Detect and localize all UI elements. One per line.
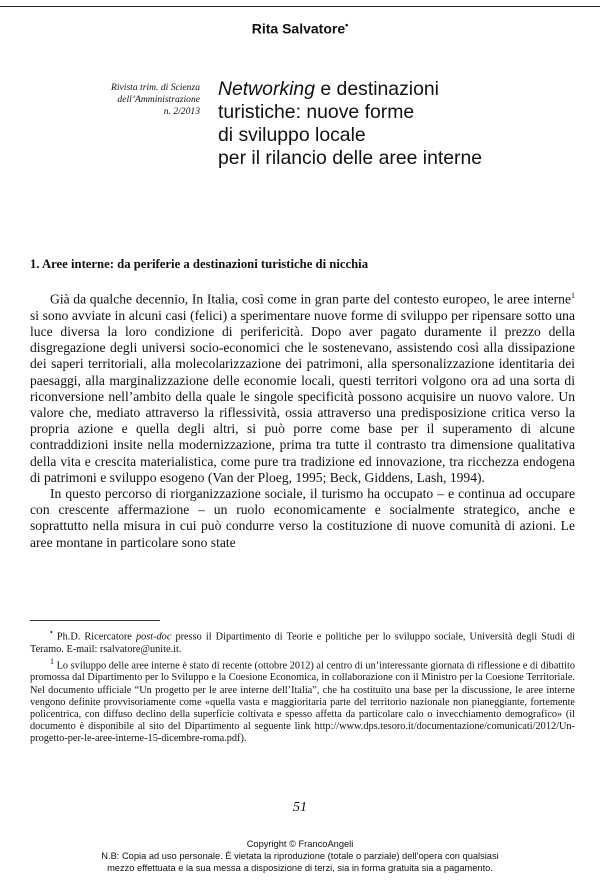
journal-citation: Rivista trim. di Scienza dell’Amministrazione n. 2/2013 (111, 82, 200, 117)
notice-line-2: mezzo effettuata e la sua messa a disposizione di terzi, sia in forma gratuita sia a pagamento. (107, 863, 493, 873)
footnote-author-text-start: Ph.D. Ricercatore (52, 631, 136, 643)
footnote-author (30, 627, 575, 656)
author-footnote-mark: • (345, 20, 349, 30)
paragraph-1-rest: si sono avviate in alcuni casi (felici) a sperimentare nuove forme di sviluppo per ripensare sotto una luce diversa la loro condizione di perifericità. Dopo aver pagato duramente il prezzo della disgregazione degli universi socio-economici che le sostenevano, assistendo così alla dissipazione dei saperi territoriali, alla molecolarizzazione dei patrimoni, alla spersonalizzazione identitaria dei paesaggi, alla marginalizzazione delle economie locali, questi territori volgono ora ad una sorta di riconversione nell’ambito della quale le singole specificità possono acquisire un nuovo valore. Un valore che, mediato attraverso la riflessività, ossia attraverso una predisposizione critica verso la propria azione e quella degli altri, si può porre come base per il superamento di alcune contraddizioni insite nella modernizzazione, prima tra tutte il contrasto tra dimensione qualitativa della vita e crescita materialistica, come pure tra tradizione ed innovazione, tra ricchezza endogena di patrimoni e sviluppo esogeno (Van der Ploeg, 1995; Beck, Giddens, Lash, 1994). (30, 307, 575, 485)
title-italic-term: Networking (218, 78, 315, 100)
footnote-1 (30, 656, 575, 746)
paragraph-1-start: Già da qualche decennio, In Italia, così come in gran parte del contesto europeo, le aree interne (50, 291, 571, 307)
page-number: 51 (293, 800, 307, 815)
footnote-1-mark: 1 (50, 656, 54, 666)
paragraph-2: In questo percorso di riorganizzazione sociale, il turismo ha occupato – e continua ad occupare con crescente affermazione – un ruolo economicamente e socialmente strategico, anche e soprattutto nella misura in cui può condurre verso la costituzione di nuove comunità di azioni. Le aree montane in particolare sono state (30, 485, 575, 550)
body-text (30, 288, 575, 551)
article-title (218, 78, 588, 170)
copyright-notice (0, 838, 600, 874)
author-name (0, 20, 600, 37)
author-name-text: Rita Salvatore (251, 20, 346, 37)
section-heading: 1. Aree interne: da periferie a destinazioni turistiche di nicchia (30, 257, 369, 271)
footnote-ref-1: 1 (571, 291, 575, 300)
copyright-line: Copyright © FrancoAngeli (246, 839, 354, 849)
notice-line-1: N.B: Copia ad uso personale. È vietata la riproduzione (totale o parziale) dell’opera con qualsiasi (101, 851, 499, 861)
paragraph-1 (30, 288, 575, 486)
title-rest: e destinazioni turistiche: nuove forme di sviluppo locale per il rilancio delle aree interne (218, 78, 483, 169)
footnote-author-italic: post-doc (135, 631, 172, 643)
footnote-1-text: Lo sviluppo delle aree interne è stato di recente (ottobre 2012) al centro di un’interessante giornata di riflessione e di dibattito promossa dal Dipartimento per lo Sviluppo e la Coesione Economica, in collaborazione con il Ministro per la Coesione Territoriale. Nel documento ufficiale “Un progetto per le aree interne dell’Italia”, che ha costituito una base per la discussione, le aree interne vengono definite provvisoriamente come «quella vasta e maggioritaria parte del territorio nazionale non pianeggiante, fortemente policentrica, con diffuso declino della superficie coltivata e spesso affetta da particolare calo o invecchiamento demografico» (il documento è disponibile al sito del Dipartimento al seguente link http://www.dps.tesoro.it/documentazione/comunicati/2012/Un-progetto-per-le-aree-interne-15-dicembre-roma.pdf). (30, 660, 575, 745)
top-rule (0, 6, 600, 7)
footnote-rule (30, 620, 160, 621)
footnote-author-text-end: presso il Dipartimento di Teorie e politiche per lo sviluppo sociale, Università degli Studi di Teramo. E-mail: rsalvatore@unite.it. (30, 631, 575, 655)
footnotes (30, 627, 575, 746)
footnote-author-mark: • (50, 628, 53, 637)
